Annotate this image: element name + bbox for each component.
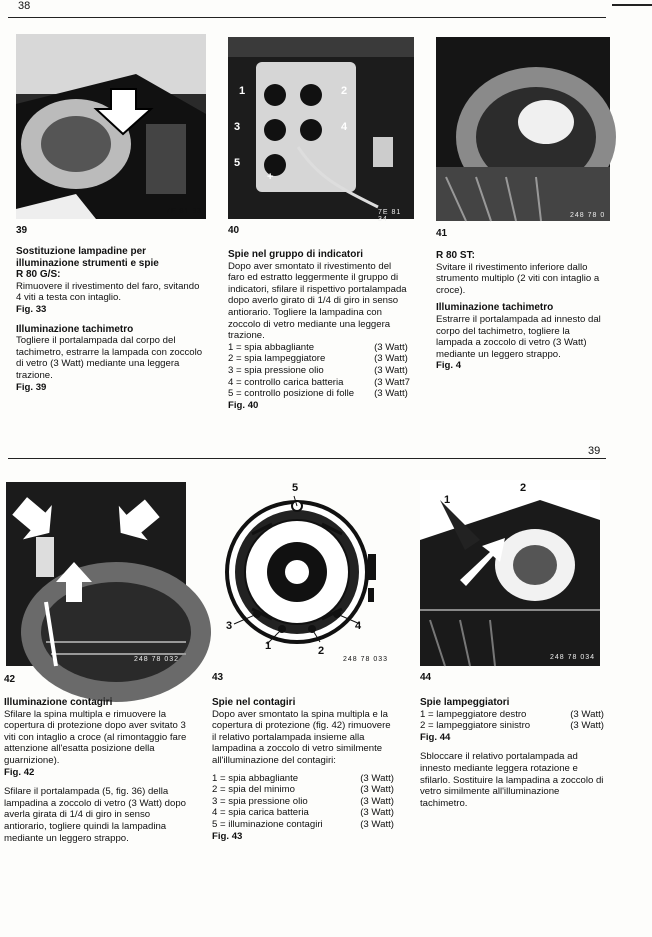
list-item: 2 = lampeggiatore sinistro <box>420 720 531 732</box>
paragraph: Sbloccare il relativo portalampada ad innesto mediante leggera rotazione e sfilarlo. Sostituire la lampadina a zoccolo di vetro similmente all'illuminazione tachimetro. <box>420 751 604 809</box>
diagram-code: 248 78 033 <box>343 656 389 663</box>
list-value: (3 Watt) <box>374 364 408 376</box>
list-item: 4 = spia carica batteria <box>212 807 309 819</box>
figure-number: 42 <box>4 674 16 685</box>
list-item: 5 = controllo posizione di folle <box>228 388 355 400</box>
list-item: 3 = spia pressione olio <box>212 795 308 807</box>
paragraph: Estrarre il portalampada ad innesto dal corpo del tachimetro, togliere la lampada a zoccolo di vetro (3 Watt) mediante un leggero strappo. <box>436 313 601 360</box>
list-value: (3 Watt) <box>374 388 408 400</box>
section-title: Spie nel gruppo di indicatori <box>228 249 364 260</box>
text-column <box>436 250 606 372</box>
list-value: (3 Watt) <box>374 341 408 353</box>
figure-number: 39 <box>16 225 28 236</box>
figure-ref: Fig. 42 <box>4 766 35 778</box>
paragraph: Togliere il portalampada dal corpo del tachimetro, estrarre la lampada con zoccolo di vetro (3 Watt) mediante una leggera trazione. <box>16 335 203 381</box>
callout-label: + <box>267 171 274 183</box>
figure-ref: Fig. 4 <box>436 360 462 372</box>
list-value: (3 Watt) <box>374 353 408 365</box>
list-item: 3 = spia pressione olio <box>228 364 324 376</box>
lamp-list <box>228 342 410 400</box>
diagram-fig-43 <box>212 484 392 664</box>
photo-fig-41 <box>436 37 610 221</box>
paragraph: Sfilare il portalampada (5, fig. 36) della lampadina a zoccolo di vetro (3 Watt) dopo averla girata di 1/4 di giro in senso antiorario, togliere quindi la lampadina mediante un leggero strappo. <box>4 786 187 844</box>
text-column <box>4 697 188 844</box>
callout-label: 2 <box>520 482 527 494</box>
figure-number: 40 <box>228 225 240 236</box>
callout-label: 1 <box>239 85 246 97</box>
paragraph: Rimuovere il rivestimento del faro, svitando 4 viti a testa con intaglio. <box>16 280 200 304</box>
photo-fig-40 <box>228 37 414 223</box>
callout-label: 1 <box>444 494 451 506</box>
callout-label: 3 <box>234 121 241 133</box>
text-column <box>420 697 604 809</box>
section-title: Illuminazione contagiri <box>4 697 113 708</box>
list-item: 1 = lampeggiatore destro <box>420 708 527 720</box>
callout-label: 5 <box>234 157 241 169</box>
callout-label: 4 <box>355 620 362 632</box>
photo-code: 7E 81 33 <box>166 208 203 215</box>
list-value: (3 Watt7 <box>374 376 410 388</box>
model-heading: R 80 G/S: <box>16 269 61 281</box>
page-number-top: 38 <box>18 0 31 12</box>
sub-heading: Illuminazione tachimetro <box>16 323 134 335</box>
top-rule <box>8 17 606 18</box>
lamp-list <box>212 773 394 831</box>
sub-heading: Illuminazione tachimetro <box>436 302 554 314</box>
list-value: (3 Watt) <box>360 795 394 807</box>
list-item: 2 = spia lampeggiatore <box>228 353 326 365</box>
list-item: 1 = spia abbagliante <box>212 772 299 784</box>
photo-code: 7E 81 34 <box>378 209 402 223</box>
paragraph: Dopo aver smontato la spina multipla e la copertura di protezione (fig. 42) rimuovere il relativo portalampada insieme alla lampadina a zoccolo di vetro similmente all'illuminazione del contagiri: <box>212 708 391 766</box>
section-title: Spie nel contagiri <box>212 697 296 708</box>
list-value: (3 Watt) <box>360 772 394 784</box>
callout-label: 1 <box>265 640 272 652</box>
text-column <box>228 249 410 411</box>
paragraph: Svitare il rivestimento inferiore dallo strumento multiplo (2 viti con intaglio a croce). <box>436 261 600 296</box>
figure-ref: Fig. 33 <box>16 303 47 315</box>
photo-code: 248 78 032 <box>134 656 180 663</box>
photo-code: 248 78 0 <box>570 212 606 219</box>
list-item: 4 = controllo carica batteria <box>228 376 344 388</box>
figure-ref: Fig. 40 <box>228 399 259 411</box>
figure-number: 41 <box>436 228 448 239</box>
photo-fig-44 <box>420 480 600 666</box>
callout-label: 2 <box>341 85 348 97</box>
list-item: 2 = spia del minimo <box>212 784 295 796</box>
list-value: (3 Watt) <box>570 708 604 720</box>
model-heading: R 80 ST: <box>436 250 475 261</box>
callout-label: 3 <box>226 620 233 632</box>
figure-ref: Fig. 43 <box>212 830 243 842</box>
photo-fig-42 <box>6 482 186 666</box>
text-column <box>16 246 206 393</box>
callout-label: 5 <box>292 482 299 494</box>
figure-number: 44 <box>420 672 432 683</box>
callout-label: 4 <box>341 121 348 133</box>
figure-number: 43 <box>212 672 224 683</box>
photo-code: 248 78 034 <box>550 654 596 661</box>
page-number-bottom: 39 <box>588 445 601 457</box>
list-value: (3 Watt) <box>360 784 394 796</box>
lamp-list <box>420 709 604 732</box>
photo-fig-39 <box>16 34 206 219</box>
callout-label: 2 <box>318 645 325 657</box>
section-title: Sostituzione lampadine per illuminazione strumenti e spie <box>16 246 159 269</box>
paragraph: Sfilare la spina multipla e rimuovere la copertura di protezione dopo aver svitato 3 viti con intaglio a croce (al rimontaggio fare attenzione all'esatta posizione della guarnizione). <box>4 708 187 766</box>
mid-rule <box>8 458 606 459</box>
list-item: 1 = spia abbagliante <box>228 341 315 353</box>
top-corner-mark <box>612 4 652 6</box>
figure-ref: Fig. 44 <box>420 731 451 743</box>
text-column <box>212 697 394 842</box>
list-value: (3 Watt) <box>570 720 604 732</box>
list-item: 5 = illuminazione contagiri <box>212 818 323 830</box>
paragraph: Dopo aver smontato il rivestimento del faro ed estratto leggermente il gruppo di indicatori, sfilare il rispettivo portalampada dopo averlo girato di 1/4 di giro in senso antiorario. Togliere la lampadina con zoccolo di vetro mediante una leggera trazione. <box>228 260 407 342</box>
list-value: (3 Watt) <box>360 807 394 819</box>
list-value: (3 Watt) <box>360 818 394 830</box>
section-title: Spie lampeggiatori <box>420 697 510 708</box>
figure-ref: Fig. 39 <box>16 381 47 393</box>
